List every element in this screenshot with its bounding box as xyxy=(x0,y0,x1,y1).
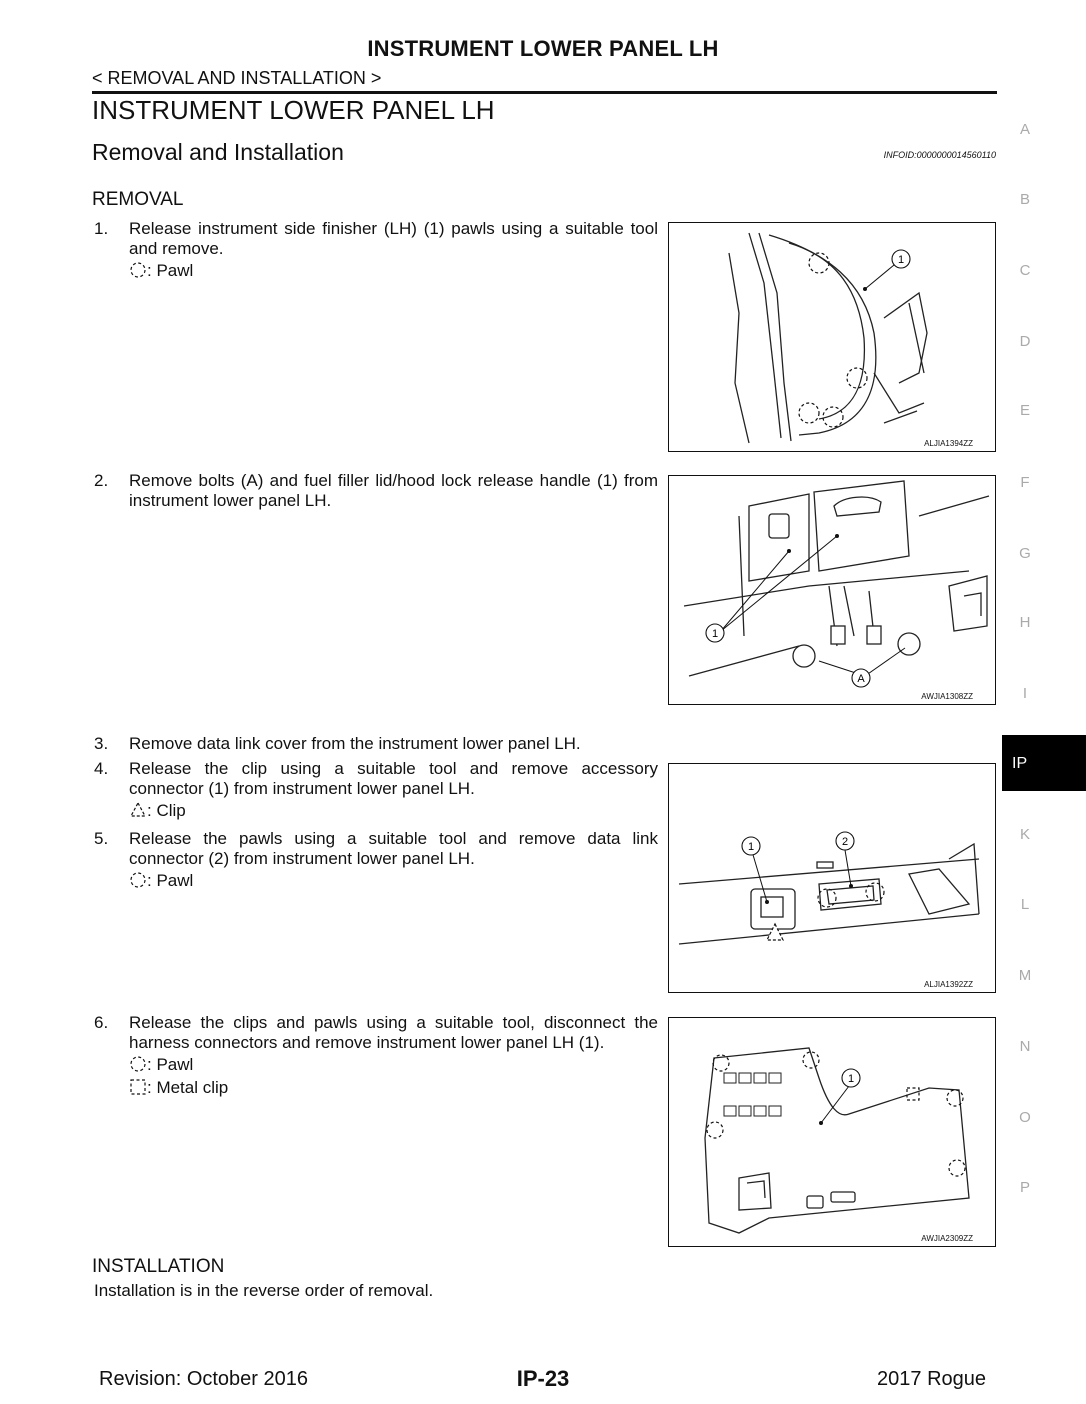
step-number: 1. xyxy=(94,219,109,238)
removal-heading: REMOVAL xyxy=(92,189,184,210)
installation-heading: INSTALLATION xyxy=(92,1256,225,1277)
side-tab-o[interactable]: O xyxy=(1019,1109,1031,1126)
callout-a: A xyxy=(857,673,865,685)
step-text: Release the clip using a suitable tool and remove accessory connector (1) from instrument lower panel LH. xyxy=(129,759,658,798)
step-5 xyxy=(92,829,658,891)
side-tab-h[interactable]: H xyxy=(1019,614,1031,631)
breadcrumb[interactable]: < REMOVAL AND INSTALLATION > xyxy=(92,68,382,88)
side-tab-n[interactable]: N xyxy=(1019,1038,1031,1055)
step-2 xyxy=(92,471,658,511)
header-divider xyxy=(92,91,997,94)
legend-clip: : Clip xyxy=(129,801,658,821)
subsection-title: Removal and Installation xyxy=(92,139,344,165)
info-id: INFOID:0000000014560110 xyxy=(883,150,996,160)
pawl-icon xyxy=(129,871,147,889)
step-text: Release instrument side finisher (LH) (1) pawls using a suitable tool and remove. xyxy=(129,219,658,258)
side-tab-k[interactable]: K xyxy=(1019,826,1030,843)
pawl-icon xyxy=(129,1055,147,1073)
step-number: 6. xyxy=(94,1013,109,1032)
legend-pawl: : Pawl xyxy=(129,1055,658,1075)
side-tab-m[interactable]: M xyxy=(1018,967,1032,984)
callout-1: 1 xyxy=(711,628,719,640)
section-title: INSTRUMENT LOWER PANEL LH xyxy=(92,95,495,125)
step-number: 4. xyxy=(94,759,109,778)
step-number: 2. xyxy=(94,471,109,490)
pawl-icon xyxy=(129,261,147,279)
step-3 xyxy=(92,734,658,754)
side-tab-b[interactable]: B xyxy=(1019,191,1030,208)
legend-metal-clip: : Metal clip xyxy=(129,1078,658,1098)
step-number: 5. xyxy=(94,829,109,848)
step-4 xyxy=(92,759,658,821)
step-number: 3. xyxy=(94,734,109,753)
figure-code: AWJIA2309ZZ xyxy=(921,1234,973,1243)
side-tab-l[interactable]: L xyxy=(1020,896,1030,913)
footer-page-number: IP-23 xyxy=(516,1366,570,1391)
side-tab-ip-active[interactable]: IP xyxy=(1002,735,1086,791)
side-tab-g[interactable]: G xyxy=(1019,545,1031,562)
callout-1: 1 xyxy=(747,841,755,853)
side-tab-d[interactable]: D xyxy=(1019,333,1031,350)
figure-release-handle xyxy=(668,475,996,705)
side-tab-p[interactable]: P xyxy=(1019,1179,1030,1196)
metal-clip-icon xyxy=(129,1078,147,1096)
step-text: Remove data link cover from the instrument lower panel LH. xyxy=(129,734,581,753)
figure-connectors xyxy=(668,763,996,993)
figure-side-finisher xyxy=(668,222,996,452)
side-finisher-illustration xyxy=(669,223,995,451)
figure-code: ALJIA1394ZZ xyxy=(924,439,973,448)
page-header-title: INSTRUMENT LOWER PANEL LH xyxy=(367,36,719,61)
step-text: Remove bolts (A) and fuel filler lid/hood lock release handle (1) from instrument lower panel LH. xyxy=(129,471,658,510)
callout-1: 1 xyxy=(897,254,905,266)
release-handle-illustration xyxy=(669,476,995,704)
step-6 xyxy=(92,1013,658,1098)
step-text: Release the clips and pawls using a suitable tool, disconnect the harness connectors and remove instrument lower panel LH (1). xyxy=(129,1013,658,1052)
side-tab-c[interactable]: C xyxy=(1019,262,1031,279)
step-1 xyxy=(92,219,658,281)
footer-revision: Revision: October 2016 xyxy=(99,1368,309,1390)
figure-code: AWJIA1308ZZ xyxy=(921,692,973,701)
connectors-illustration xyxy=(669,764,995,992)
installation-text: Installation is in the reverse order of removal. xyxy=(94,1281,434,1300)
step-text: Release the pawls using a suitable tool and remove data link connector (2) from instrument lower panel LH. xyxy=(129,829,658,868)
figure-lower-panel xyxy=(668,1017,996,1247)
figure-code: ALJIA1392ZZ xyxy=(924,980,973,989)
clip-icon xyxy=(129,801,147,819)
side-tab-a[interactable]: A xyxy=(1019,121,1030,138)
side-tab-f[interactable]: F xyxy=(1020,474,1030,491)
side-tab-i[interactable]: I xyxy=(1022,685,1028,702)
callout-1: 1 xyxy=(847,1073,855,1085)
legend-pawl: : Pawl xyxy=(129,871,658,891)
side-tab-e[interactable]: E xyxy=(1019,402,1030,419)
callout-2: 2 xyxy=(841,836,849,848)
lower-panel-illustration xyxy=(669,1018,995,1246)
footer-model: 2017 Rogue xyxy=(877,1368,986,1390)
legend-pawl: : Pawl xyxy=(129,261,658,281)
